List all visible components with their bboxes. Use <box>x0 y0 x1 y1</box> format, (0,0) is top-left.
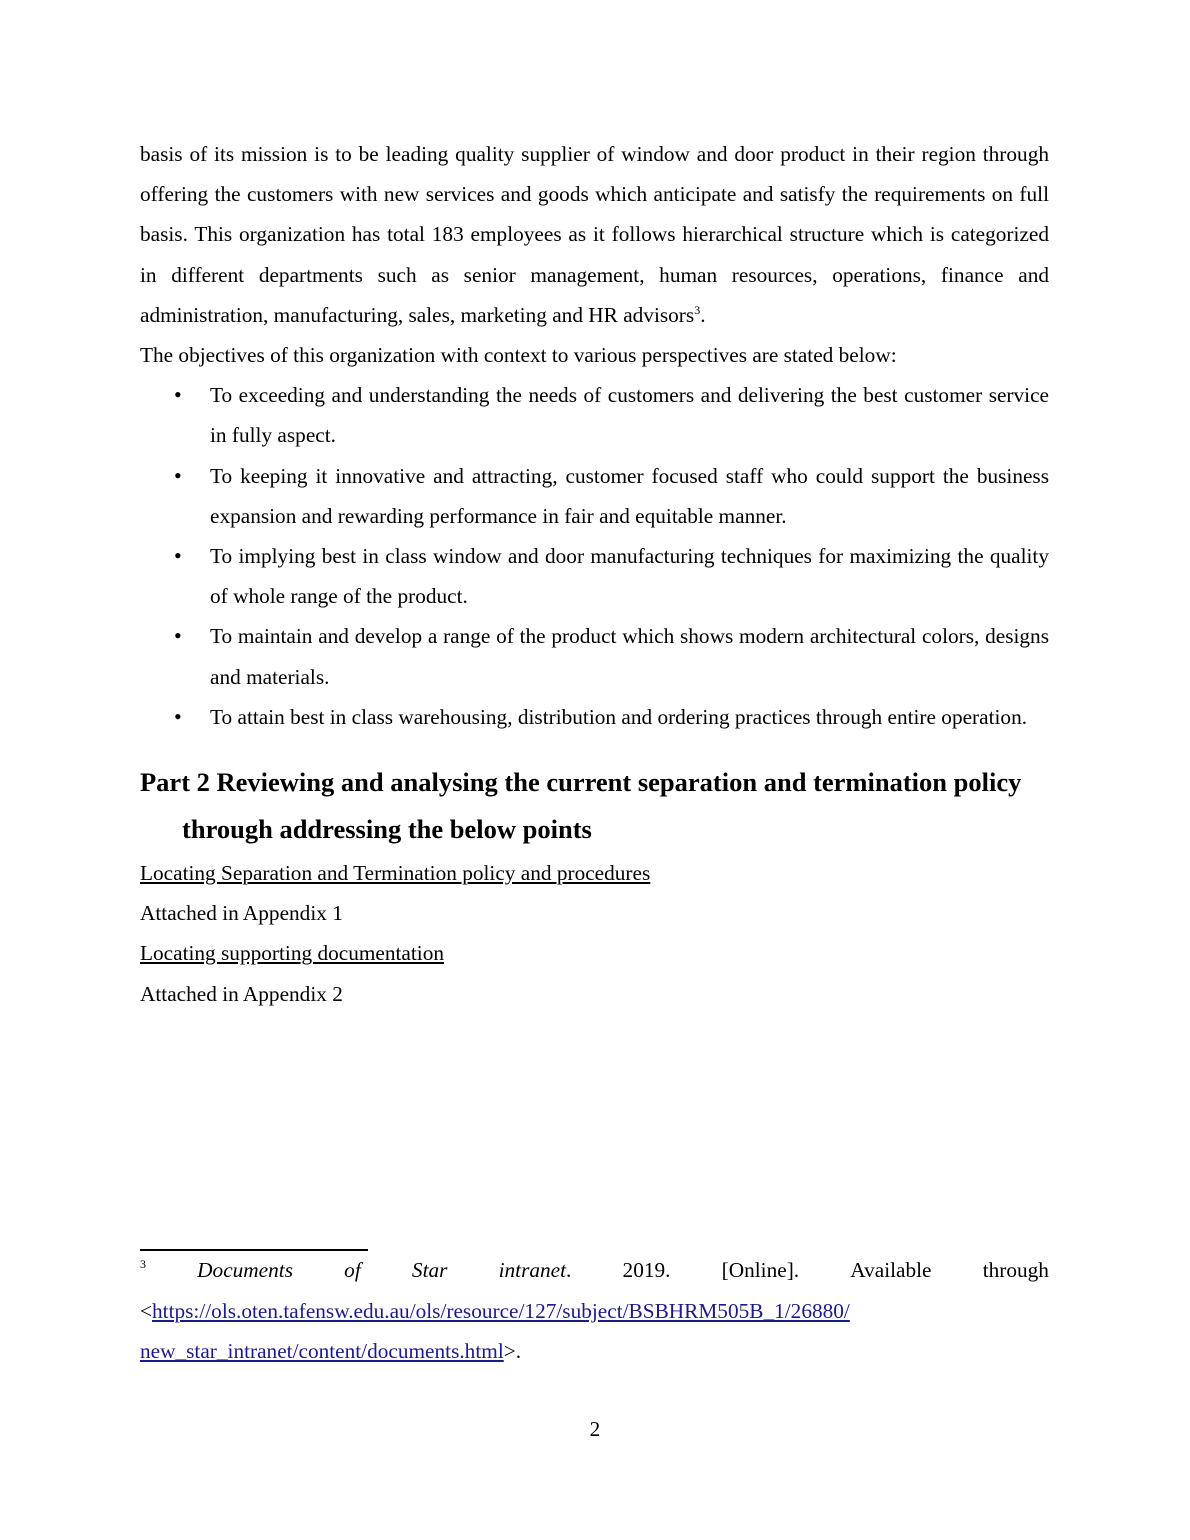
footnote-citation-line <box>140 1250 1049 1291</box>
intro-paragraph-end: . <box>700 302 706 327</box>
subheading-policy: Locating Separation and Termination policy and procedures <box>140 861 651 886</box>
page-number: 2 <box>589 1417 601 1441</box>
footnote-online: [Online]. <box>721 1258 800 1282</box>
footnote-link[interactable]: new_star_intranet/content/documents.html <box>140 1339 504 1364</box>
objective-text: To attain best in class warehousing, distribution and ordering practices through entire operation. <box>210 704 1028 729</box>
objective-text: To exceeding and understanding the needs of customers and delivering the best customer service in fully aspect. <box>210 383 1049 448</box>
footnote-title-word: Star <box>411 1258 448 1282</box>
footnote-link[interactable]: https://ols.oten.tafensw.edu.au/ols/resource/127/subject/BSBHRM505B_1/26880/ <box>152 1298 850 1323</box>
objectives-list <box>140 375 1049 737</box>
footnote-title-last <box>499 1250 572 1291</box>
page-body <box>140 134 1049 1014</box>
footnote-title-end: . <box>566 1258 572 1282</box>
objective-text: To keeping it innovative and attracting, customer focused staff who could support the business expansion and rewarding performance in fair and equitable manner. <box>210 463 1049 528</box>
section-heading: Part 2 Reviewing and analysing the current separation and termination policy through addressing the below points <box>140 767 1022 845</box>
intro-paragraph-text: basis of its mission is to be leading quality supplier of window and door product in their region through offering the customers with new services and goods which anticipate and satisfy the requirements on full basis. This organization has total 183 employees as it follows hierarchical structure which is categorized in different departments such as senior management, human resources, operations, finance and administration, manufacturing, sales, marketing and HR advisors <box>140 142 1049 327</box>
footnote-through: through <box>982 1258 1049 1282</box>
list-item <box>140 456 1049 536</box>
footnote-url-line <box>140 1291 1049 1332</box>
url-open-bracket: < <box>140 1298 153 1323</box>
objective-text: To implying best in class window and door manufacturing techniques for maximizing the quality of whole range of the product. <box>210 544 1049 609</box>
bullet-icon: • <box>174 382 182 408</box>
footnote-title-word: intranet <box>498 1258 567 1282</box>
list-item <box>140 616 1049 696</box>
footnote-available: Available <box>850 1258 932 1282</box>
subheading-documentation: Locating supporting documentation <box>140 941 445 966</box>
footnote-url-line <box>140 1331 1049 1372</box>
bullet-icon: • <box>174 543 182 569</box>
objectives-intro: The objectives of this organization with context to various perspectives are stated below: <box>140 343 897 368</box>
url-close-bracket: >. <box>503 1339 522 1364</box>
footnote-title-word: Documents <box>197 1258 293 1282</box>
list-item <box>140 375 1049 455</box>
intro-paragraph <box>140 134 1049 335</box>
footnote <box>140 1250 1049 1372</box>
list-item <box>140 536 1049 616</box>
objective-text: To maintain and develop a range of the product which shows modern architectural colors, designs and materials. <box>210 624 1049 689</box>
appendix-reference: Attached in Appendix 2 <box>140 981 343 1006</box>
bullet-icon: • <box>174 703 182 729</box>
footnote-reference[interactable]: 3 <box>694 302 701 317</box>
list-item <box>140 697 1049 737</box>
footnote-number: 3 <box>140 1257 146 1271</box>
footnote-year: 2019. <box>622 1258 671 1282</box>
footnote-title-word: of <box>344 1258 361 1282</box>
bullet-icon: • <box>174 462 182 488</box>
bullet-icon: • <box>174 623 182 649</box>
appendix-reference: Attached in Appendix 1 <box>140 901 343 926</box>
